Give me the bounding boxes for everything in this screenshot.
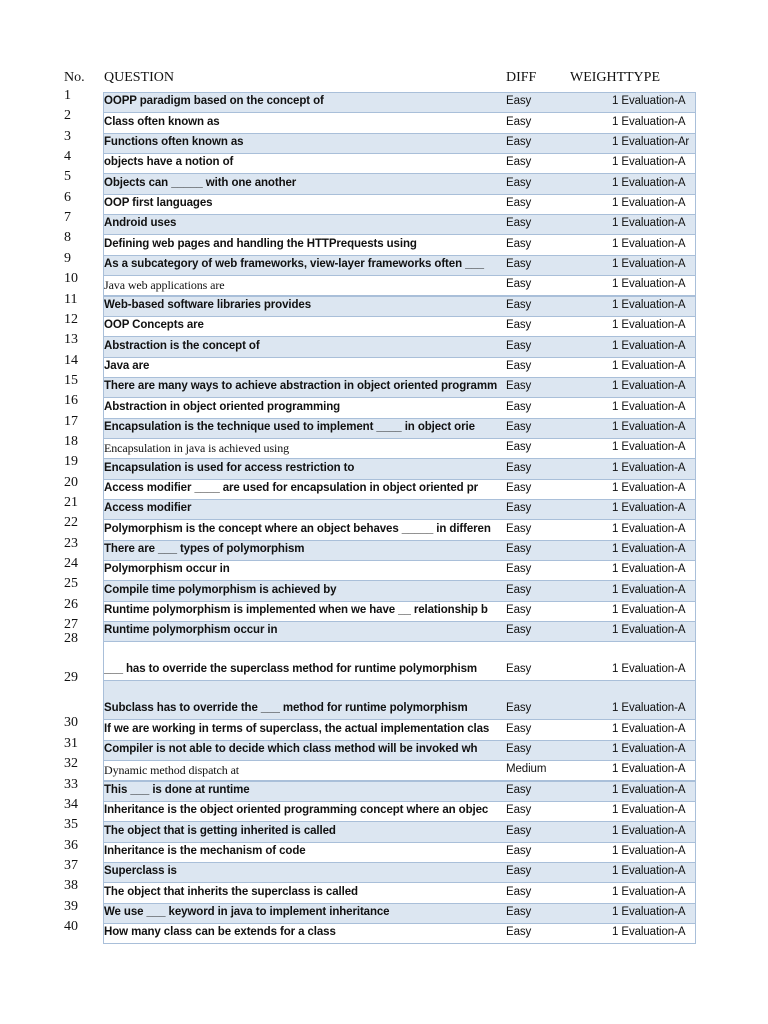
difficulty-cell: Easy [506,604,532,617]
table-row [0,776,768,801]
row-band [103,680,696,720]
difficulty-cell: Easy [506,563,532,576]
question-text: Polymorphism is the concept where an object behaves _____ in differen [104,522,491,535]
row-number: 16 [64,393,78,409]
row-number: 3 [64,128,71,144]
table-row [0,576,768,600]
table-row [0,756,768,780]
table-row [0,128,768,153]
row-number: 4 [64,149,71,165]
table-row [0,918,768,943]
question-text: Encapsulation is used for access restriction to [104,461,355,474]
header-question: QUESTION [104,70,174,85]
row-number: 5 [64,169,71,185]
weight-type-cell: 1 Evaluation-A [612,926,686,939]
table-row [0,515,768,539]
difficulty-cell: Easy [506,441,532,454]
question-text: Encapsulation in java is achieved using [104,441,290,456]
question-text: Java are [104,359,150,372]
table-row [0,352,768,377]
weight-type-cell: 1 Evaluation-A [612,420,686,433]
weight-type-cell: 1 Evaluation-A [612,763,686,776]
table-row [0,535,768,560]
difficulty-cell: Easy [506,380,532,393]
table-row [0,271,768,295]
weight-type-cell: 1 Evaluation-A [612,743,686,756]
question-text: This ___ is done at runtime [104,783,250,796]
table-row [0,796,768,821]
weight-type-cell: 1 Evaluation-A [612,298,686,311]
row-number: 2 [64,108,71,124]
row-number: 10 [64,271,78,287]
row-number: 31 [64,735,78,751]
row-number: 36 [64,837,78,853]
table-row [0,189,768,214]
table-row [0,372,768,397]
row-number: 24 [64,556,78,572]
table-row [0,393,768,417]
table-row [0,631,768,680]
weight-type-cell: 1 Evaluation-A [612,783,686,796]
question-text: As a subcategory of web frameworks, view-layer frameworks often ___ [104,258,484,271]
table-row [0,670,768,719]
question-text: OOPP paradigm based on the concept of [104,95,324,108]
difficulty-cell: Easy [506,176,532,189]
row-number: 7 [64,210,71,226]
question-text: There are many ways to achieve abstraction in object oriented programm [104,380,498,393]
difficulty-cell: Easy [506,156,532,169]
question-text: Java web applications are [104,278,225,293]
row-number: 21 [64,495,78,510]
weight-type-cell: 1 Evaluation-A [612,702,686,715]
table-row [0,495,768,519]
weight-type-cell: 1 Evaluation-A [612,339,686,352]
weight-type-cell: 1 Evaluation-A [612,804,686,817]
table-row [0,250,768,275]
question-text: Runtime polymorphism occur in [104,624,278,637]
difficulty-cell: Easy [506,583,532,596]
row-number: 19 [64,454,78,470]
difficulty-cell: Easy [506,359,532,372]
row-number: 9 [64,250,71,266]
weight-type-cell: 1 Evaluation-A [612,278,686,291]
difficulty-cell: Easy [506,702,532,715]
difficulty-cell: Easy [506,663,532,676]
question-text: Android uses [104,217,177,230]
weight-type-cell: 1 Evaluation-A [612,217,686,230]
table-row [0,898,768,923]
table-row [0,311,768,336]
weight-type-cell: 1 Evaluation-A [612,624,686,637]
row-number: 29 [64,670,78,686]
row-number: 12 [64,311,78,327]
question-text: Compiler is not able to decide which class method will be invoked wh [104,743,478,756]
header-type: TYPE [625,70,660,85]
difficulty-cell: Easy [506,197,532,210]
question-text: How many class can be extends for a class [104,926,336,939]
weight-type-cell: 1 Evaluation-A [612,824,686,837]
row-number: 33 [64,776,78,792]
weight-type-cell: 1 Evaluation-A [612,502,686,515]
weight-type-cell: 1 Evaluation-A [612,380,686,393]
difficulty-cell: Easy [506,136,532,149]
weight-type-cell: 1 Evaluation-A [612,115,686,128]
question-text: Access modifier [104,502,192,515]
difficulty-cell: Easy [506,502,532,515]
row-number: 27 [64,617,78,633]
row-number: 26 [64,596,78,612]
row-number: 8 [64,230,71,246]
row-number: 14 [64,352,78,368]
table-row [0,596,768,621]
weight-type-cell: 1 Evaluation-A [612,359,686,372]
row-number: 15 [64,372,78,388]
difficulty-cell: Easy [506,298,532,311]
question-text: OOP Concepts are [104,319,204,332]
question-text: Subclass has to override the ___ method for runtime polymorphism [104,702,468,715]
weight-type-cell: 1 Evaluation-A [612,481,686,494]
row-number: 23 [64,535,78,551]
table-row [0,210,768,234]
question-text: Objects can _____ with one another [104,176,297,189]
row-number: 40 [64,918,78,934]
difficulty-cell: Easy [506,824,532,837]
weight-type-cell: 1 Evaluation-A [612,400,686,413]
table-row [0,617,768,641]
table-row [0,230,768,254]
weight-type-cell: 1 Evaluation-A [612,844,686,857]
weight-type-cell: 1 Evaluation-A [612,865,686,878]
row-number: 11 [64,291,78,307]
difficulty-cell: Easy [506,783,532,796]
question-text: Functions often known as [104,136,244,149]
row-number: 39 [64,898,78,914]
difficulty-cell: Medium [506,763,547,776]
question-text: The object that inherits the superclass is called [104,885,358,898]
table-row [0,433,768,458]
weight-type-cell: 1 Evaluation-A [612,176,686,189]
question-text: Inheritance is the object oriented programming concept where an objec [104,804,489,817]
weight-type-cell: 1 Evaluation-A [612,722,686,735]
difficulty-cell: Easy [506,926,532,939]
weight-type-cell: 1 Evaluation-A [612,461,686,474]
difficulty-cell: Easy [506,339,532,352]
row-number: 18 [64,433,78,449]
weight-type-cell: 1 Evaluation-A [612,258,686,271]
row-number: 20 [64,474,78,490]
table-row [0,878,768,902]
question-text: The object that is getting inherited is called [104,824,336,837]
question-text: Abstraction is the concept of [104,339,260,352]
difficulty-cell: Easy [506,804,532,817]
table-row [0,474,768,499]
question-text: Dynamic method dispatch at [104,763,240,778]
row-number: 6 [64,189,71,205]
weight-type-cell: 1 Evaluation-A [612,885,686,898]
difficulty-cell: Easy [506,481,532,494]
table-row [0,108,768,132]
row-number: 32 [64,756,78,772]
difficulty-cell: Easy [506,543,532,556]
question-text: Runtime polymorphism is implemented when we have __ relationship b [104,604,488,617]
header-weight: WEIGHT [570,70,626,85]
weight-type-cell: 1 Evaluation-A [612,319,686,332]
weight-type-cell: 1 Evaluation-A [612,563,686,576]
weight-type-cell: 1 Evaluation-A [612,441,686,454]
difficulty-cell: Easy [506,461,532,474]
table-row [0,332,768,356]
question-text: If we are working in terms of superclass, the actual implementation clas [104,722,490,735]
difficulty-cell: Easy [506,865,532,878]
question-text: objects have a notion of [104,156,234,169]
question-text: Compile time polymorphism is achieved by [104,583,337,596]
difficulty-cell: Easy [506,885,532,898]
question-text: Polymorphism occur in [104,563,230,576]
row-number: 37 [64,857,78,873]
weight-type-cell: 1 Evaluation-A [612,543,686,556]
table-row [0,413,768,438]
question-text: ___ has to override the superclass method for runtime polymorphism [104,663,477,676]
question-text: Inheritance is the mechanism of code [104,844,306,857]
weight-type-cell: 1 Evaluation-A [612,905,686,918]
row-number: 30 [64,715,78,731]
weight-type-cell: 1 Evaluation-A [612,522,686,535]
weight-type-cell: 1 Evaluation-A [612,583,686,596]
difficulty-cell: Easy [506,522,532,535]
difficulty-cell: Easy [506,420,532,433]
difficulty-cell: Easy [506,722,532,735]
weight-type-cell: 1 Evaluation-A [612,197,686,210]
row-number: 13 [64,332,78,348]
difficulty-cell: Easy [506,278,532,291]
difficulty-cell: Easy [506,319,532,332]
table-row [0,454,768,478]
table-row [0,291,768,316]
difficulty-cell: Easy [506,624,532,637]
table-row [0,735,768,760]
question-text: Access modifier ____ are used for encapsulation in object oriented pr [104,481,478,494]
table-row [0,857,768,882]
difficulty-cell: Easy [506,115,532,128]
question-text: Web-based software libraries provides [104,298,311,311]
question-text: Encapsulation is the technique used to implement ____ in object orie [104,420,475,433]
weight-type-cell: 1 Evaluation-A [612,95,686,108]
row-number: 35 [64,817,78,833]
difficulty-cell: Easy [506,844,532,857]
difficulty-cell: Easy [506,237,532,250]
difficulty-cell: Easy [506,400,532,413]
row-number: 22 [64,515,78,531]
row-number: 25 [64,576,78,592]
difficulty-cell: Easy [506,905,532,918]
question-text: There are ___ types of polymorphism [104,543,305,556]
question-text: We use ___ keyword in java to implement inheritance [104,905,390,918]
row-number: 17 [64,413,78,429]
table-row [0,817,768,841]
weight-type-cell: 1 Evaluation-A [612,156,686,169]
difficulty-cell: Easy [506,95,532,108]
difficulty-cell: Easy [506,258,532,271]
row-number: 1 [64,88,71,103]
question-text: Class often known as [104,115,220,128]
table-row [0,149,768,173]
table-row [0,837,768,862]
weight-type-cell: 1 Evaluation-A [612,663,686,676]
header-diff: DIFF [506,70,537,85]
table-row [0,556,768,580]
question-text: Abstraction in object oriented programming [104,400,341,413]
question-text: OOP first languages [104,197,213,210]
weight-type-cell: 1 Evaluation-A [612,237,686,250]
row-number: 28 [64,631,78,647]
header-no: No. [64,70,85,85]
difficulty-cell: Easy [506,743,532,756]
row-band [103,641,696,681]
row-number: 34 [64,796,78,812]
question-text: Defining web pages and handling the HTTPrequests using [104,237,417,250]
table-row [0,169,768,193]
table-row [0,88,768,112]
difficulty-cell: Easy [506,217,532,230]
question-text: Superclass is [104,865,177,878]
table-row [0,715,768,739]
row-number: 38 [64,878,78,894]
weight-type-cell: 1 Evaluation-A [612,604,686,617]
weight-type-cell: 1 Evaluation-Ar [612,136,690,149]
